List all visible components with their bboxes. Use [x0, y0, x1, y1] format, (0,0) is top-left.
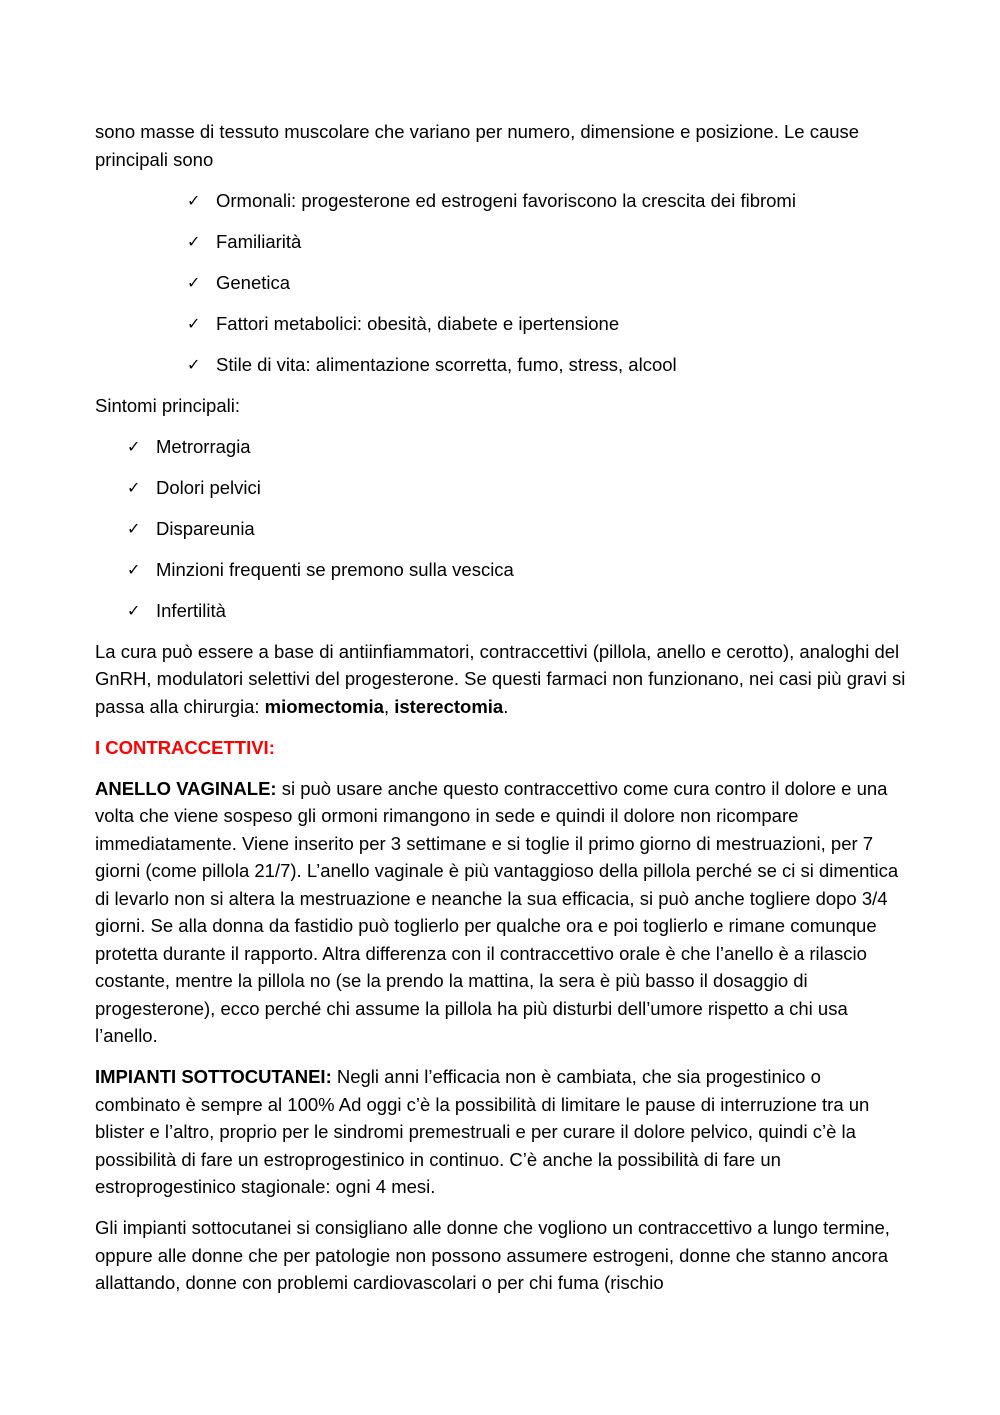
- implants-title: IMPIANTI SOTTOCUTANEI:: [95, 1066, 332, 1087]
- list-item-text: Minzioni frequenti se premono sulla vescica: [156, 558, 514, 580]
- checkmark-icon: ✓: [187, 313, 201, 333]
- term-isterectomia: isterectomia: [394, 695, 504, 717]
- symptoms-list: [95, 433, 910, 625]
- list-item: [95, 351, 910, 379]
- separator: ,: [383, 695, 395, 717]
- list-item-text: Familiarità: [216, 230, 302, 252]
- list-item-text: Dispareunia: [156, 517, 255, 539]
- ring-text: si può usare anche questo contraccettivo come cura contro il dolore e una volta che viene sospeso gli ormoni rimangono in sede e quindi il dolore non ricompare immediatamente. Viene inserito per 3 settimane e si toglie il primo giorno di mestruazioni, per 7 giorni (come pillola 21/7). L’anello vaginale è più vantaggioso della pillola perché se ci si dimentica di levarlo non si altera la mestruazione e neanche la sua efficacia, si può anche togliere dopo 3/4 giorni. Se alla donna da fastidio può toglierlo per qualche ora e poi toglierlo e rimane comunque protetta durante il rapporto. Altra differenza con il contraccettivo orale è che l’anello è a rilascio costante, mentre la pillola no (se la prendo la mattina, la sera è più basso il dosaggio di progesterone), ecco perché chi assume la pillola ha più disturbi dell’umore rispetto a chi usa l’anello.: [95, 777, 899, 1046]
- list-item: [95, 433, 910, 461]
- implants-advice-paragraph: Gli impianti sottocutanei si consigliano alle donne che vogliono un contraccettivo a lungo termine, oppure alle donne che per patologie non possono assumere estrogeni, donne che stanno ancora allattando, donne con problemi cardiovascolari o per chi fuma (rischio: [95, 1217, 890, 1293]
- period: .: [503, 695, 509, 717]
- list-item: [95, 269, 910, 297]
- checkmark-icon: ✓: [127, 436, 141, 456]
- checkmark-icon: ✓: [187, 231, 201, 251]
- symptoms-label: Sintomi principali:: [95, 394, 240, 416]
- list-item-text: Genetica: [216, 271, 291, 293]
- list-item: [95, 474, 910, 502]
- checkmark-icon: ✓: [127, 518, 141, 538]
- checkmark-icon: ✓: [127, 477, 141, 497]
- cure-paragraph: [95, 638, 910, 721]
- ring-title: ANELLO VAGINALE:: [95, 777, 277, 799]
- checkmark-icon: ✓: [127, 559, 141, 579]
- list-item-text: Infertilità: [156, 599, 226, 621]
- intro-paragraph: sono masse di tessuto muscolare che variano per numero, dimensione e posizione. Le cause principali sono: [95, 121, 860, 170]
- term-miomectomia: miomectomia: [264, 695, 384, 717]
- list-item: [95, 310, 910, 338]
- list-item: [95, 187, 910, 215]
- list-item: [95, 556, 910, 584]
- checkmark-icon: ✓: [127, 600, 141, 620]
- list-item-text: Fattori metabolici: obesità, diabete e ipertensione: [216, 312, 620, 334]
- document-page: [95, 118, 910, 1310]
- causes-list: [95, 187, 910, 379]
- list-item-text: Dolori pelvici: [156, 476, 261, 498]
- checkmark-icon: ✓: [187, 190, 201, 210]
- list-item: [95, 597, 910, 625]
- list-item: [95, 228, 910, 256]
- list-item-text: Stile di vita: alimentazione scorretta, fumo, stress, alcool: [216, 353, 677, 375]
- implants-paragraph: [95, 1063, 910, 1201]
- ring-paragraph: [95, 775, 910, 1050]
- section-heading: I CONTRACCETTIVI:: [95, 736, 275, 758]
- list-item: [95, 515, 910, 543]
- checkmark-icon: ✓: [187, 272, 201, 292]
- list-item-text: Ormonali: progesterone ed estrogeni favoriscono la crescita dei fibromi: [216, 189, 796, 211]
- cure-text: La cura può essere a base di antiinfiammatori, contraccettivi (pillola, anello e cerotto), analoghi del GnRH, modulatori selettivi del progesterone. Se questi farmaci non funzionano, nei casi più gravi si passa alla chirurgia:: [95, 640, 906, 717]
- implants-text: Negli anni l’efficacia non è cambiata, che sia progestinico o combinato è sempre al 100% Ad oggi c’è la possibilità di limitare le pause di interruzione tra un blister e l’altro, proprio per le sindromi premestruali e per curare il dolore pelvico, quindi c’è la possibilità di fare un estroprogestinico in continuo. C’è anche la possibilità di fare un estroprogestinico stagionale: ogni 4 mesi.: [95, 1066, 870, 1197]
- list-item-text: Metrorragia: [156, 435, 251, 457]
- checkmark-icon: ✓: [187, 354, 201, 374]
